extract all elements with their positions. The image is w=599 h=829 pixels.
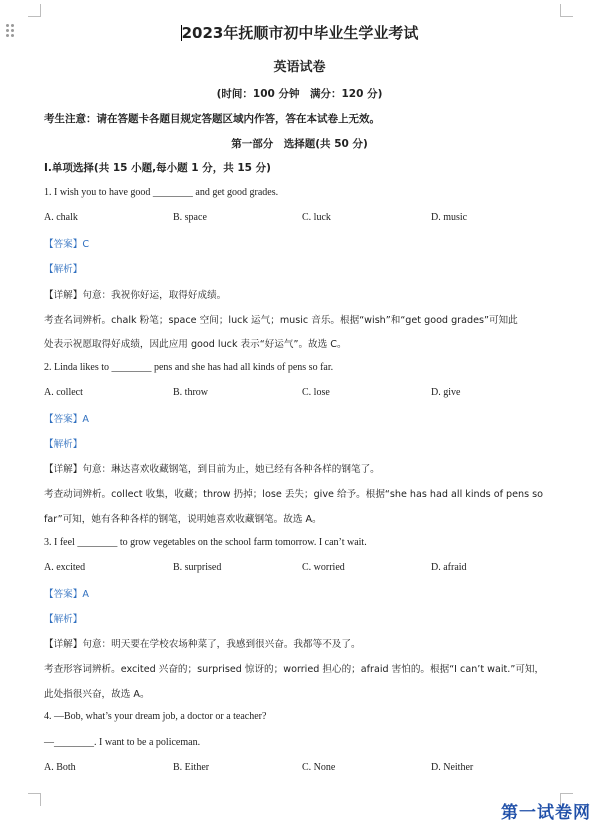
- question-4-stem-line-2: —________. I want to be a policeman.: [44, 737, 201, 748]
- exam-title: 2023年抚顺市初中毕业生学业考试: [181, 24, 419, 42]
- q1-analysis-line-2: 处表示祝愿取得好成绩，因此应用 good luck 表示“好运气”。故选 C。: [44, 339, 347, 350]
- q4-option-d: D. Neither: [431, 762, 474, 773]
- crop-mark-bottom-left: [28, 793, 41, 806]
- q1-option-a: A. chalk: [44, 212, 78, 223]
- time-info: (时间：100 分钟 满分：120 分): [216, 88, 383, 100]
- question-1-stem: 1. I wish you to have good ________ and get good grades.: [44, 187, 279, 198]
- q1-detail: 【详解】句意：我祝你好运，取得好成绩。: [44, 290, 227, 301]
- q4-option-c: C. None: [302, 762, 336, 773]
- q3-option-d: D. afraid: [431, 562, 467, 573]
- section-heading: Ⅰ.单项选择(共 15 小题,每小题 1 分，共 15 分): [44, 162, 271, 174]
- q2-analysis-line-1: 考查动词辨析。collect 收集，收藏；throw 扔掉；lose 丢失；give 给予。根据“she has had all kinds of pens so: [44, 489, 544, 500]
- q1-analysis-line-1: 考查名词辨析。chalk 粉笔；space 空间；luck 运气；music 音乐。根据“wish”和“get good grades”可知此: [44, 315, 518, 326]
- q3-answer: 【答案】A: [44, 589, 89, 600]
- q3-option-c: C. worried: [302, 562, 345, 573]
- watermark: 第一试卷网: [501, 803, 591, 823]
- q1-jiexi-label: 【解析】: [44, 264, 83, 275]
- question-4-stem: 4. —Bob, what’s your dream job, a doctor or a teacher?: [44, 711, 267, 722]
- q3-option-b: B. surprised: [173, 562, 222, 573]
- question-3-stem: 3. I feel ________ to grow vegetables on the school farm tomorrow. I can’t wait.: [44, 537, 367, 548]
- crop-mark-top-left: [28, 4, 41, 17]
- notice: 考生注意：请在答题卡各题目规定答题区域内作答，答在本试卷上无效。: [44, 113, 380, 125]
- q1-answer: 【答案】C: [44, 239, 90, 250]
- q2-option-c: C. lose: [302, 387, 330, 398]
- part-heading: 第一部分 选择题(共 50 分): [231, 138, 368, 150]
- q2-option-b: B. throw: [173, 387, 208, 398]
- q3-jiexi-label: 【解析】: [44, 614, 83, 625]
- q2-jiexi-label: 【解析】: [44, 439, 83, 450]
- q2-option-a: A. collect: [44, 387, 83, 398]
- q3-detail: 【详解】句意：明天要在学校农场种菜了，我感到很兴奋。我都等不及了。: [44, 639, 361, 650]
- q4-option-b: B. Either: [173, 762, 210, 773]
- q2-option-d: D. give: [431, 387, 461, 398]
- q3-analysis-line-1: 考查形容词辨析。excited 兴奋的；surprised 惊讶的；worried 担心的；afraid 害怕的。根据“I can’t wait.”可知，: [44, 664, 545, 675]
- question-2-stem: 2. Linda likes to ________ pens and she has had all kinds of pens so far.: [44, 362, 334, 373]
- q3-option-a: A. excited: [44, 562, 86, 573]
- q1-option-c: C. luck: [302, 212, 331, 223]
- q3-analysis-line-2: 此处指很兴奋，故选 A。: [44, 689, 150, 700]
- q1-option-b: B. space: [173, 212, 207, 223]
- crop-mark-top-right: [560, 4, 573, 17]
- q2-detail: 【详解】句意：琳达喜欢收藏钢笔，到目前为止，她已经有各种各样的钢笔了。: [44, 464, 380, 475]
- exam-subtitle: 英语试卷: [273, 60, 326, 75]
- q1-option-d: D. music: [431, 212, 468, 223]
- q2-analysis-line-2: far”可知，她有各种各样的钢笔，说明她喜欢收藏钢笔。故选 A。: [44, 514, 322, 525]
- q4-option-a: A. Both: [44, 762, 76, 773]
- q2-answer: 【答案】A: [44, 414, 89, 425]
